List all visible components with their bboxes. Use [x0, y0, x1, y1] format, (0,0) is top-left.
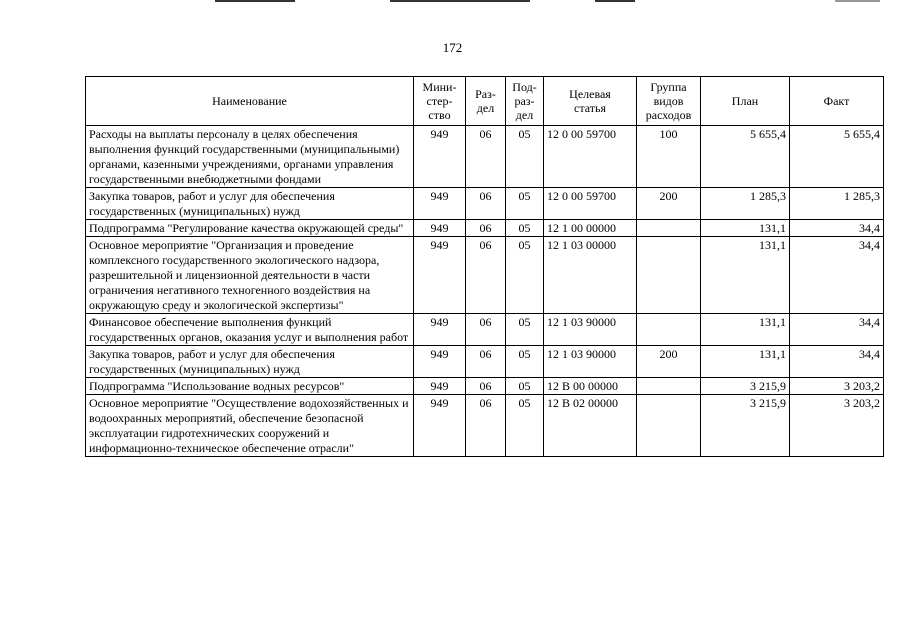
table-row — [86, 126, 884, 188]
row-section: 06 — [466, 395, 506, 457]
row-group — [637, 378, 701, 395]
row-fact: 1 285,3 — [790, 188, 884, 220]
header-group: Группа видов расходов — [637, 77, 701, 126]
row-subsection: 05 — [506, 346, 544, 378]
table-row — [86, 314, 884, 346]
row-name: Закупка товаров, работ и услуг для обеспечения государственных (муниципальных) нужд — [86, 188, 414, 220]
row-fact: 34,4 — [790, 314, 884, 346]
row-section: 06 — [466, 314, 506, 346]
row-group: 200 — [637, 346, 701, 378]
row-ministry: 949 — [414, 346, 466, 378]
row-target: 12 В 02 00000 — [544, 395, 637, 457]
row-fact: 3 203,2 — [790, 378, 884, 395]
table-row — [86, 188, 884, 220]
row-group — [637, 314, 701, 346]
row-subsection: 05 — [506, 395, 544, 457]
row-plan: 131,1 — [701, 220, 790, 237]
row-target: 12 1 00 00000 — [544, 220, 637, 237]
row-target: 12 1 03 00000 — [544, 237, 637, 314]
row-subsection: 05 — [506, 237, 544, 314]
row-section: 06 — [466, 220, 506, 237]
row-group — [637, 220, 701, 237]
row-plan: 5 655,4 — [701, 126, 790, 188]
row-target: 12 1 03 90000 — [544, 346, 637, 378]
row-name: Подпрограмма "Регулирование качества окружающей среды" — [86, 220, 414, 237]
header-section: Раз- дел — [466, 77, 506, 126]
row-group — [637, 237, 701, 314]
row-target: 12 1 03 90000 — [544, 314, 637, 346]
table-row — [86, 237, 884, 314]
row-subsection: 05 — [506, 220, 544, 237]
row-name: Подпрограмма "Использование водных ресурсов" — [86, 378, 414, 395]
page-number: 172 — [442, 40, 463, 55]
row-subsection: 05 — [506, 314, 544, 346]
row-target: 12 0 00 59700 — [544, 126, 637, 188]
header-name: Наименование — [86, 77, 414, 126]
row-ministry: 949 — [414, 188, 466, 220]
row-target: 12 0 00 59700 — [544, 188, 637, 220]
row-name: Финансовое обеспечение выполнения функций государственных органов, оказания услуг и выполнения работ — [86, 314, 414, 346]
row-target: 12 В 00 00000 — [544, 378, 637, 395]
row-plan: 131,1 — [701, 346, 790, 378]
row-ministry: 949 — [414, 314, 466, 346]
row-ministry: 949 — [414, 237, 466, 314]
header-subsection: Под- раз- дел — [506, 77, 544, 126]
row-section: 06 — [466, 378, 506, 395]
row-fact: 34,4 — [790, 220, 884, 237]
row-group: 100 — [637, 126, 701, 188]
row-plan: 1 285,3 — [701, 188, 790, 220]
table-header-row — [86, 77, 884, 126]
row-section: 06 — [466, 237, 506, 314]
header-fact: Факт — [790, 77, 884, 126]
top-scan-marks — [0, 0, 905, 6]
row-subsection: 05 — [506, 378, 544, 395]
table-row — [86, 378, 884, 395]
row-section: 06 — [466, 346, 506, 378]
header-plan: План — [701, 77, 790, 126]
row-ministry: 949 — [414, 126, 466, 188]
row-group: 200 — [637, 188, 701, 220]
row-plan: 131,1 — [701, 237, 790, 314]
table-row — [86, 395, 884, 457]
row-fact: 3 203,2 — [790, 395, 884, 457]
row-plan: 131,1 — [701, 314, 790, 346]
header-ministry: Мини- стер- ство — [414, 77, 466, 126]
row-name: Закупка товаров, работ и услуг для обеспечения государственных (муниципальных) нужд — [86, 346, 414, 378]
row-ministry: 949 — [414, 395, 466, 457]
row-section: 06 — [466, 126, 506, 188]
row-group — [637, 395, 701, 457]
row-fact: 34,4 — [790, 237, 884, 314]
row-fact: 34,4 — [790, 346, 884, 378]
row-subsection: 05 — [506, 126, 544, 188]
row-name: Расходы на выплаты персоналу в целях обеспечения выполнения функций государственными (муниципальными) органами, казенными учреждениями, органами управления государственными внебюджетными фондами — [86, 126, 414, 188]
header-target: Целевая статья — [544, 77, 637, 126]
budget-table — [85, 76, 884, 457]
row-name: Основное мероприятие "Организация и проведение комплексного государственного экологического надзора, разрешительной и лицензионной деятельности в части ограничения негативного техногенного воздействия на окружающую среду и экологической экспертизы" — [86, 237, 414, 314]
row-plan: 3 215,9 — [701, 395, 790, 457]
table-row — [86, 346, 884, 378]
row-fact: 5 655,4 — [790, 126, 884, 188]
row-subsection: 05 — [506, 188, 544, 220]
row-ministry: 949 — [414, 378, 466, 395]
row-ministry: 949 — [414, 220, 466, 237]
row-section: 06 — [466, 188, 506, 220]
row-plan: 3 215,9 — [701, 378, 790, 395]
table-row — [86, 220, 884, 237]
row-name: Основное мероприятие "Осуществление водохозяйственных и водоохранных мероприятий, обеспечение безопасной эксплуатации гидротехнических сооружений и информационно-техническое обеспечение отрасли" — [86, 395, 414, 457]
